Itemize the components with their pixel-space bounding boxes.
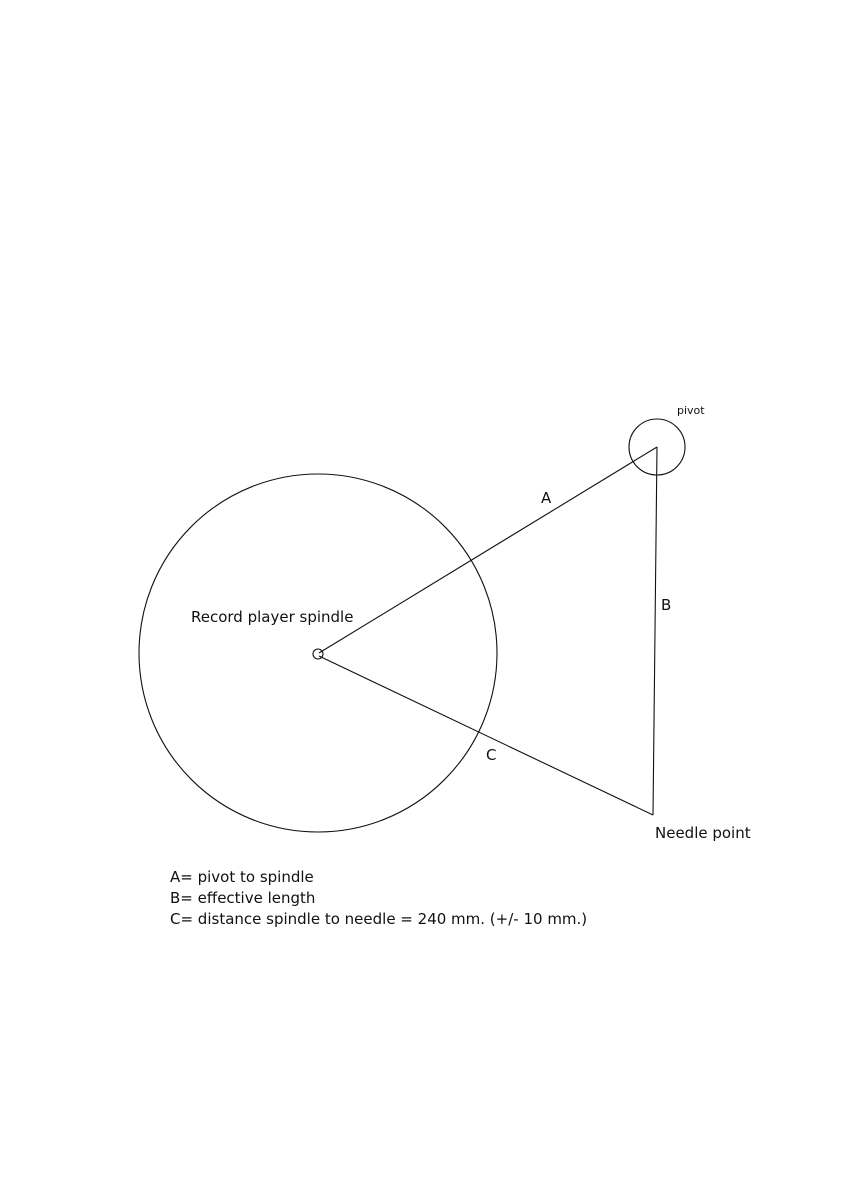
needle-label: Needle point — [655, 824, 751, 842]
line-a — [319, 447, 657, 653]
label-b: B — [661, 596, 672, 614]
label-c: C — [486, 746, 497, 764]
legend-item-b: B= effective length — [170, 889, 316, 907]
legend-item-c: C= distance spindle to needle = 240 mm. (+/- 10 mm.) — [170, 910, 588, 928]
record-circle — [139, 474, 497, 832]
line-c — [319, 656, 653, 815]
pivot-label: pivot — [677, 404, 705, 417]
legend-item-a: A= pivot to spindle — [170, 868, 314, 886]
legend — [170, 867, 587, 930]
label-a: A — [541, 489, 552, 507]
line-b — [653, 447, 657, 815]
spindle-label: Record player spindle — [191, 608, 354, 626]
